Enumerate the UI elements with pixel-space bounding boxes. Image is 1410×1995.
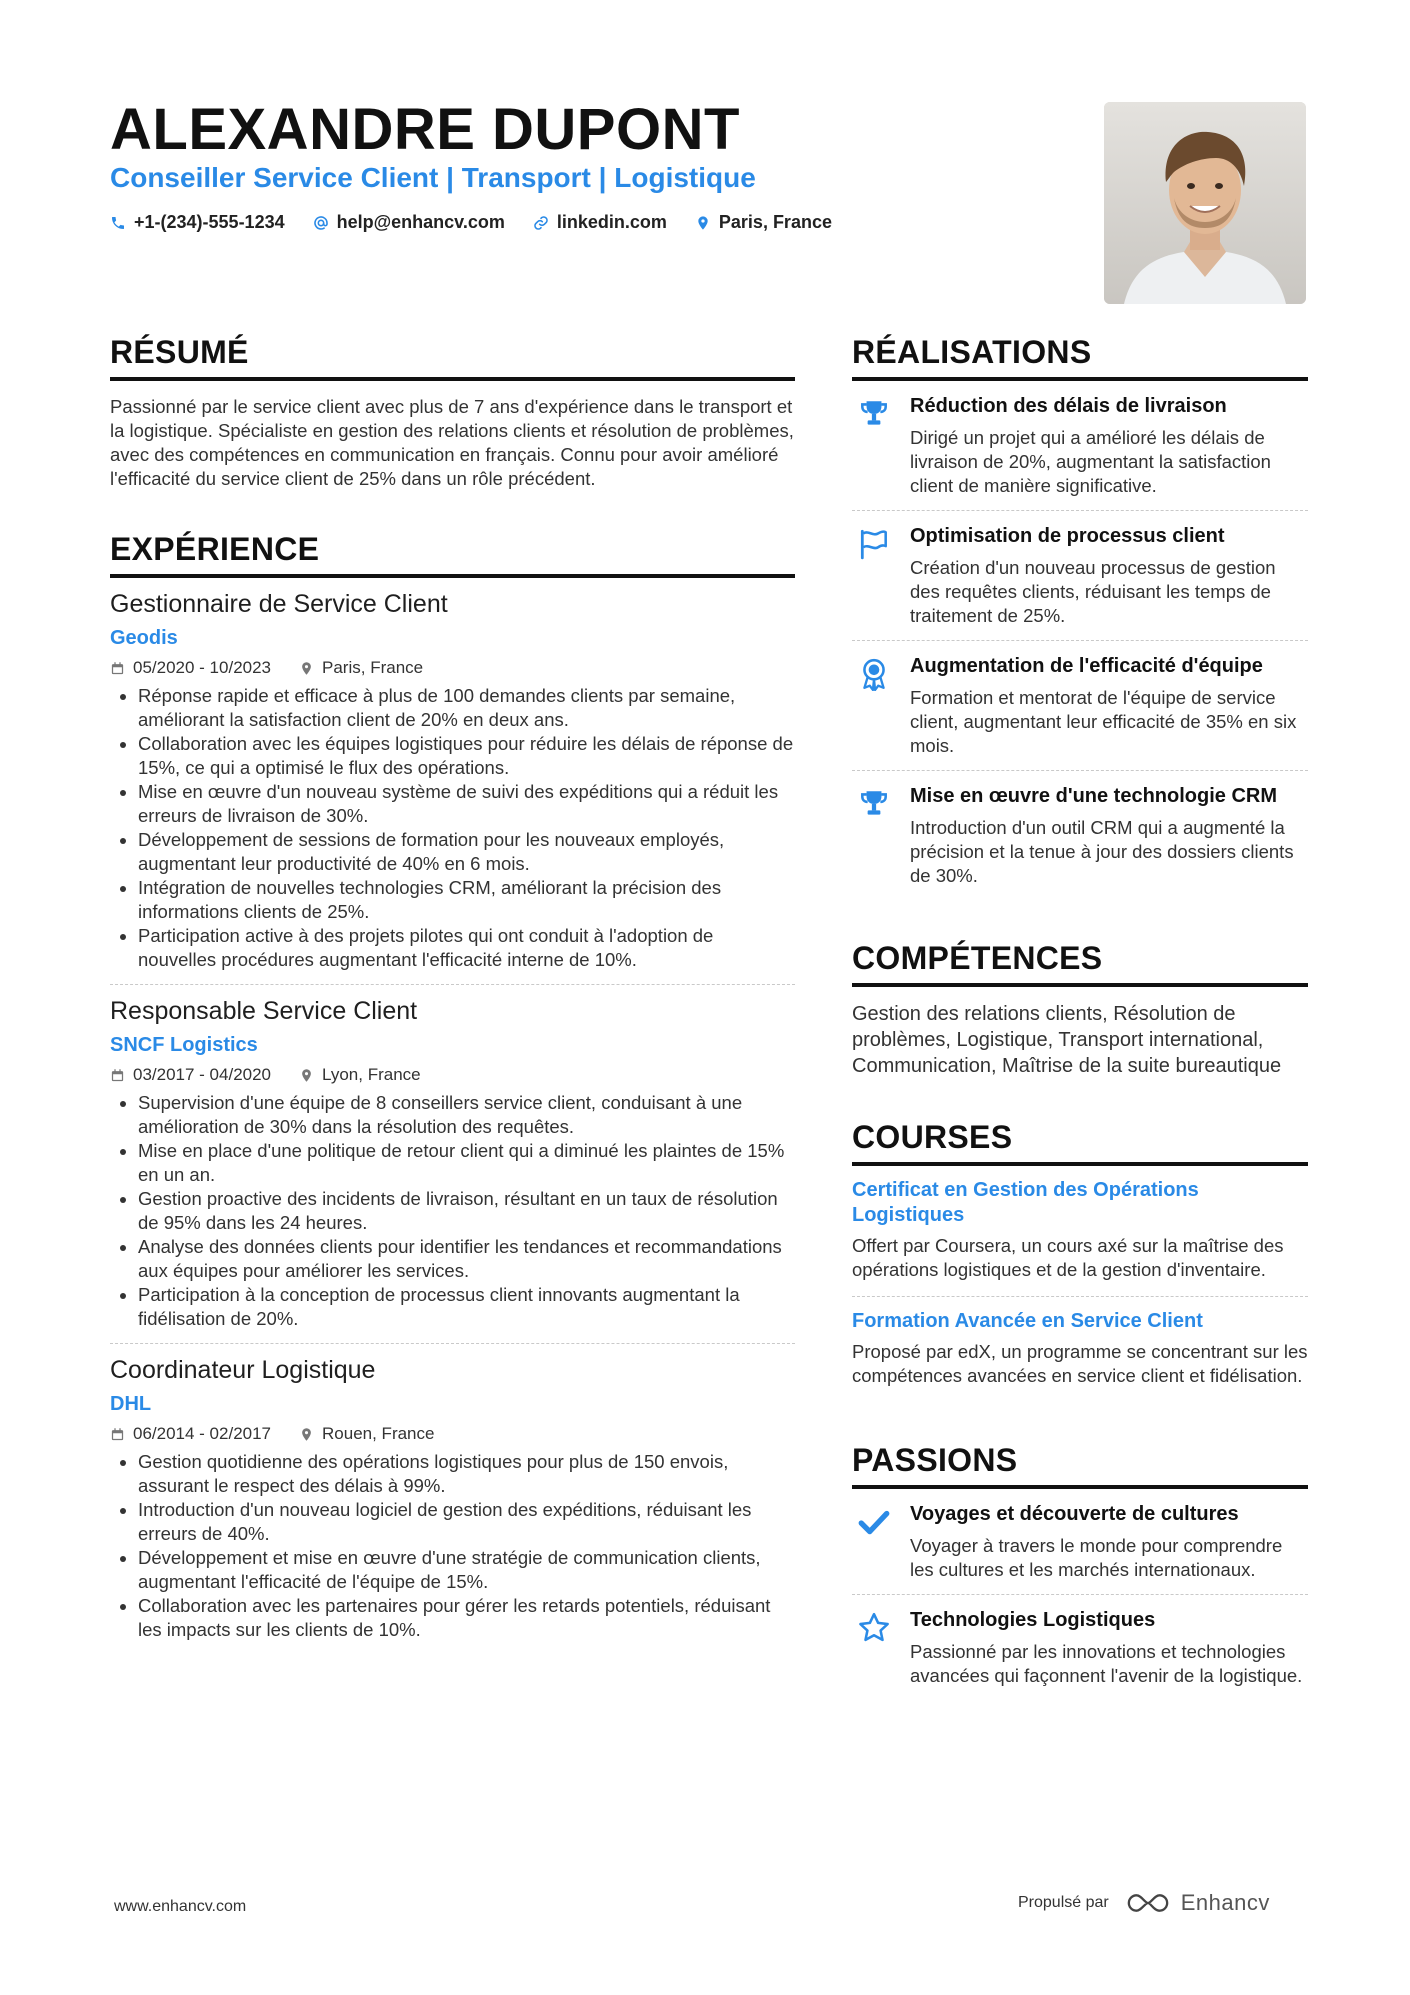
achievement-desc: Introduction d'un outil CRM qui a augmenté la précision et la tenue à jour des dossiers clients de 30%. — [910, 817, 1294, 886]
job-dates — [110, 1065, 271, 1085]
achievement-body — [910, 785, 1308, 888]
achievement-item — [852, 511, 1308, 641]
company-name: DHL — [110, 1393, 152, 1415]
achievement-item — [852, 641, 1308, 771]
job-entry — [110, 985, 795, 1344]
job-entry — [110, 578, 795, 985]
contact-location — [695, 212, 832, 233]
job-meta — [110, 658, 795, 678]
job-bullet: • Gestion quotidienne des opérations logistiques pour plus de 150 envois, assurant le respect des délais à 99%. — [138, 1450, 795, 1498]
footer-branding — [1018, 1890, 1270, 1916]
achievement-desc: Création d'un nouveau processus de gestion des requêtes clients, réduisant les temps de traitement de 25%. — [910, 557, 1276, 626]
achievement-title: Augmentation de l'efficacité d'équipe — [910, 655, 1263, 677]
job-meta — [110, 1424, 795, 1444]
calendar-icon — [110, 661, 125, 676]
passion-title: Voyages et découverte de cultures — [910, 1503, 1239, 1525]
job-entry — [110, 1344, 795, 1654]
right-column — [852, 334, 1308, 1740]
job-title: Responsable Service Client — [110, 997, 418, 1025]
course-title: Certificat en Gestion des Opérations Logistiques — [852, 1179, 1199, 1226]
skills-text: Gestion des relations clients, Résolution de problèmes, Logistique, Transport international, Communication, Maîtrise de la suite bureautique — [852, 1003, 1282, 1077]
job-bullet: • Participation active à des projets pilotes qui ont conduit à l'adoption de nouvelles procédures augmentant l'efficacité interne de 10%. — [138, 924, 795, 972]
contact-bar — [110, 212, 832, 233]
profile-photo — [1104, 102, 1306, 304]
job-bullet: • Mise en œuvre d'un nouveau système de suivi des expéditions qui a réduit les erreurs de livraison de 30%. — [138, 780, 795, 828]
achievements-heading: RÉALISATIONS — [852, 334, 1308, 381]
brand-name: Enhancv — [1180, 1890, 1270, 1915]
star-icon — [857, 1611, 891, 1645]
courses-heading: COURSES — [852, 1119, 1308, 1166]
job-bullet: • Réponse rapide et efficace à plus de 100 demandes clients par semaine, améliorant la satisfaction client de 20% en deux ans. — [138, 684, 795, 732]
map-pin-icon — [299, 1068, 314, 1083]
job-bullets — [110, 1091, 795, 1331]
achievement-icon-wrap — [852, 655, 896, 758]
experience-heading: EXPÉRIENCE — [110, 531, 795, 578]
passion-desc: Voyager à travers le monde pour comprendre les cultures et les marchés internationaux. — [910, 1535, 1283, 1580]
job-bullet: • Supervision d'une équipe de 8 conseillers service client, conduisant à une amélioration de 30% dans la résolution des requêtes. — [138, 1091, 795, 1139]
job-location-text: Lyon, France — [322, 1065, 421, 1084]
passion-icon-wrap — [852, 1609, 896, 1688]
skills-section — [852, 940, 1308, 1079]
job-bullet: • Développement de sessions de formation pour les nouveaux employés, augmentant leur productivité de 40% en 6 mois. — [138, 828, 795, 876]
skills-heading: COMPÉTENCES — [852, 940, 1308, 987]
trophy-icon — [857, 397, 891, 431]
passion-body — [910, 1503, 1308, 1582]
summary-section — [110, 334, 795, 491]
link-icon — [533, 215, 549, 231]
passion-desc: Passionné par les innovations et technologies avancées qui façonnent l'avenir de la logistique. — [910, 1641, 1303, 1686]
achievements-section — [852, 334, 1308, 900]
passions-section — [852, 1442, 1308, 1700]
company-name: Geodis — [110, 627, 178, 649]
passion-body — [910, 1609, 1308, 1688]
achievement-body — [910, 395, 1308, 498]
company-name: SNCF Logistics — [110, 1034, 258, 1056]
job-dates — [110, 658, 271, 678]
course-item — [852, 1166, 1308, 1297]
course-title: Formation Avancée en Service Client — [852, 1310, 1203, 1332]
achievement-body — [910, 655, 1308, 758]
job-location-text: Rouen, France — [322, 1424, 435, 1443]
checkmark-icon — [857, 1505, 891, 1539]
map-pin-icon — [299, 1427, 314, 1442]
summary-text: Passionné par le service client avec plus de 7 ans d'expérience dans le transport et la logistique. Spécialiste en gestion des relations clients et résolution de problèmes, avec des compétences en communication en français. Connu pour avoir amélioré l'efficacité du service client de 25% dans un rôle précédent. — [110, 396, 794, 489]
job-dates — [110, 1424, 271, 1444]
footer-website[interactable]: www.enhancv.com — [114, 1898, 247, 1915]
job-bullets — [110, 684, 795, 972]
job-bullet: • Collaboration avec les partenaires pour gérer les retards potentiels, réduisant les impacts sur les clients de 10%. — [138, 1594, 795, 1642]
trophy-icon — [857, 787, 891, 821]
job-dates-text: 05/2020 - 10/2023 — [133, 658, 272, 677]
passion-title: Technologies Logistiques — [910, 1609, 1156, 1631]
infinity-logo-icon — [1125, 1891, 1171, 1915]
achievement-title: Réduction des délais de livraison — [910, 395, 1227, 417]
avatar-illustration — [1104, 102, 1306, 304]
candidate-headline: Conseiller Service Client | Transport | Logistique — [110, 162, 756, 193]
contact-email[interactable] — [313, 212, 505, 233]
job-bullet: • Intégration de nouvelles technologies CRM, améliorant la précision des informations clients de 25%. — [138, 876, 795, 924]
candidate-name: ALEXANDRE DUPONT — [110, 97, 740, 162]
job-bullet: • Gestion proactive des incidents de livraison, résultant en un taux de résolution de 95% dans les 24 heures. — [138, 1187, 795, 1235]
job-location — [299, 1424, 434, 1444]
job-bullet: • Introduction d'un nouveau logiciel de gestion des expéditions, réduisant les erreurs de 40%. — [138, 1498, 795, 1546]
location-text: Paris, France — [718, 212, 832, 232]
achievement-item — [852, 381, 1308, 511]
job-bullets — [110, 1450, 795, 1642]
passion-item — [852, 1595, 1308, 1700]
job-meta — [110, 1065, 795, 1085]
map-pin-icon — [695, 215, 711, 231]
course-desc: Offert par Coursera, un cours axé sur la maîtrise des opérations logistiques et de la gestion d'inventaire. — [852, 1235, 1284, 1280]
job-location-text: Paris, France — [322, 658, 424, 677]
calendar-icon — [110, 1427, 125, 1442]
achievement-title: Optimisation de processus client — [910, 525, 1225, 547]
brand-logo[interactable] — [1125, 1890, 1270, 1916]
email-text: help@enhancv.com — [336, 212, 505, 232]
phone-text: +1-(234)-555-1234 — [134, 212, 285, 232]
achievement-desc: Formation et mentorat de l'équipe de service client, augmentant leur efficacité de 35% en six mois. — [910, 687, 1297, 756]
at-icon — [313, 215, 329, 231]
flag-icon — [857, 527, 891, 561]
job-title: Gestionnaire de Service Client — [110, 590, 448, 618]
job-bullet: • Développement et mise en œuvre d'une stratégie de communication clients, augmentant l'efficacité de l'équipe de 15%. — [138, 1546, 795, 1594]
contact-phone[interactable] — [110, 212, 285, 233]
achievement-body — [910, 525, 1308, 628]
course-desc: Proposé par edX, un programme se concentrant sur les compétences avancées en service client et fidélisation. — [852, 1341, 1308, 1386]
achievement-desc: Dirigé un projet qui a amélioré les délais de livraison de 20%, augmentant la satisfaction client de manière significative. — [910, 427, 1271, 496]
achievement-icon-wrap — [852, 785, 896, 888]
achievement-icon-wrap — [852, 395, 896, 498]
job-title: Coordinateur Logistique — [110, 1356, 376, 1384]
job-dates-text: 06/2014 - 02/2017 — [133, 1424, 272, 1443]
job-bullet: • Participation à la conception de processus client innovants augmentant la fidélisation de 20%. — [138, 1283, 795, 1331]
phone-icon — [110, 215, 126, 231]
contact-linkedin[interactable] — [533, 212, 667, 233]
job-location — [299, 1065, 421, 1085]
achievement-title: Mise en œuvre d'une technologie CRM — [910, 785, 1278, 807]
job-bullet: • Mise en place d'une politique de retour client qui a diminué les plaintes de 15% en un an. — [138, 1139, 795, 1187]
courses-section — [852, 1119, 1308, 1402]
achievement-icon-wrap — [852, 525, 896, 628]
powered-by-label: Propulsé par — [1018, 1894, 1109, 1911]
job-bullet: • Analyse des données clients pour identifier les tendances et recommandations aux équipes pour améliorer les services. — [138, 1235, 795, 1283]
award-ribbon-icon — [857, 657, 891, 691]
passions-heading: PASSIONS — [852, 1442, 1308, 1489]
job-location — [299, 658, 423, 678]
calendar-icon — [110, 1068, 125, 1083]
passion-item — [852, 1489, 1308, 1595]
linkedin-text: linkedin.com — [556, 212, 667, 232]
passion-icon-wrap — [852, 1503, 896, 1582]
map-pin-icon — [299, 661, 314, 676]
summary-heading: RÉSUMÉ — [110, 334, 795, 381]
course-item — [852, 1297, 1308, 1402]
experience-section — [110, 531, 795, 1654]
left-column — [110, 334, 795, 1694]
job-dates-text: 03/2017 - 04/2020 — [133, 1065, 272, 1084]
achievement-item — [852, 771, 1308, 900]
job-bullet: • Collaboration avec les équipes logistiques pour réduire les délais de réponse de 15%, ce qui a optimisé le flux des opérations. — [138, 732, 795, 780]
